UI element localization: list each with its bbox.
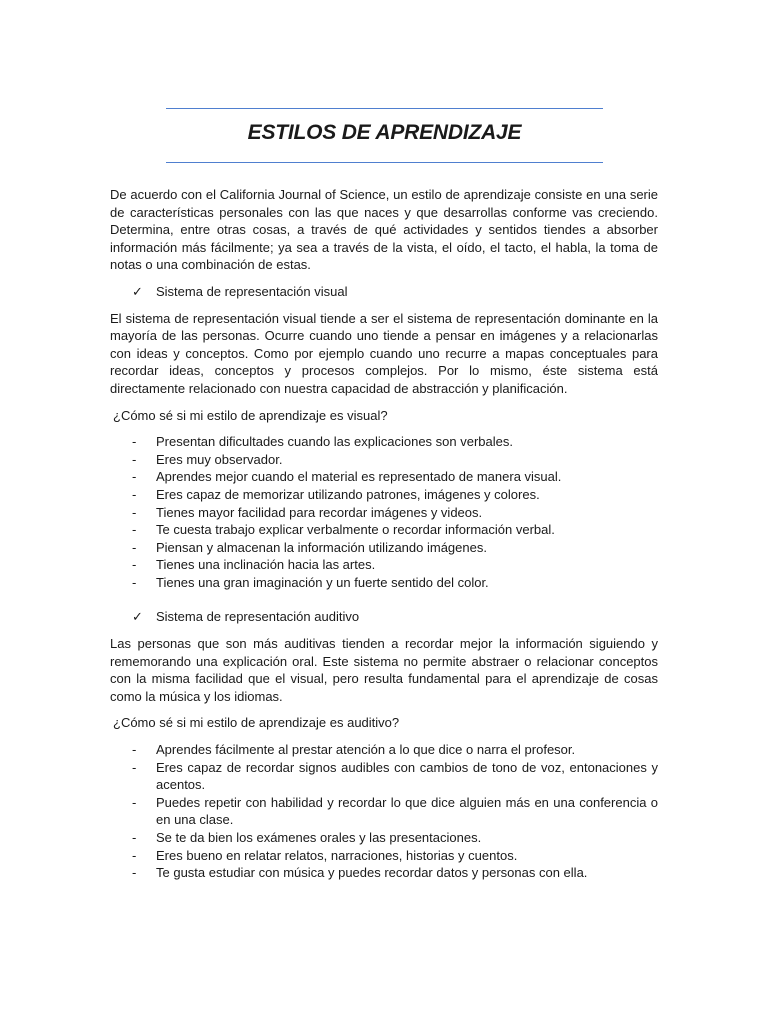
title-top-rule [166,108,603,109]
dash-bullet-icon: - [132,830,137,845]
dash-bullet-icon: - [132,486,137,502]
dash-bullet-icon: - [132,557,137,573]
dash-bullet-icon: - [132,469,137,485]
page-title: ESTILOS DE APRENDIZAJE [247,121,522,144]
list-item-text: Eres capaz de recordar signos audibles con cambios de tono de voz, entonaciones y acentos. [156,759,658,793]
checkmark-icon: ✓ [132,609,143,625]
list-item-text: Se te da bien los exámenes orales y las presentaciones. [156,830,482,845]
dash-bullet-icon: - [132,522,137,538]
list-item-text: Te cuesta trabajo explicar verbalmente o recordar información verbal. [156,522,555,538]
list-item-text: Eres muy observador. [156,451,283,467]
list-item-text: Eres capaz de memorizar utilizando patrones, imágenes y colores. [156,486,540,502]
list-item-text: Puedes repetir con habilidad y recordar lo que dice alguien más en una conferencia o en una clase. [156,794,658,828]
document-body [110,186,658,882]
list-item-text: Tienes una inclinación hacia las artes. [156,557,376,573]
visual-description: El sistema de representación visual tiende a ser el sistema de representación dominante en la mayoría de las personas. Ocurre cuando uno tiende a pensar en imágenes y a relacionarlas con ideas y conceptos. Como por ejemplo cuando uno recurre a mapas conceptuales para recordar ideas, conceptos y procesos complejos. Por lo mismo, éste sistema está directamente relacionado con nuestra capacidad de abstracción y planificación. [110,310,658,396]
dash-bullet-icon: - [132,759,137,775]
dash-bullet-icon: - [132,434,137,450]
list-item [110,468,658,486]
dash-bullet-icon: - [132,539,137,555]
title-bottom-rule [166,162,603,163]
list-item [110,504,658,522]
list-item [110,486,658,504]
checkmark-icon: ✓ [132,283,143,299]
intro-paragraph: De acuerdo con el California Journal of Science, un estilo de aprendizaje consiste en una serie de características personales con las que naces y que desarrollas conforme vas creciendo. Determina, entre otras cosas, a través de qué actividades y sentidos tiendes a absorber información más fácilmente; ya sea a través de la vista, el oído, el tacto, el habla, la toma de notas o una combinación de estas. [110,187,658,273]
list-item [110,451,658,469]
list-item [110,574,658,592]
list-item-text: Presentan dificultades cuando las explicaciones son verbales. [156,434,513,450]
list-item [110,539,658,557]
list-item [110,794,658,829]
dash-bullet-icon: - [132,574,137,590]
dash-bullet-icon: - [132,865,137,881]
list-item [110,521,658,539]
list-item-text: Aprendes fácilmente al prestar atención a lo que dice o narra el profesor. [156,742,576,758]
auditivo-list [110,741,658,882]
list-item [110,864,658,882]
list-item-text: Tienes mayor facilidad para recordar imágenes y videos. [156,504,483,520]
list-item [110,829,658,847]
dash-bullet-icon: - [132,742,137,758]
dash-bullet-icon: - [132,451,137,467]
list-item [110,741,658,759]
visual-heading [110,283,658,301]
dash-bullet-icon: - [132,504,137,520]
visual-question: ¿Cómo sé si mi estilo de aprendizaje es visual? [113,407,388,423]
dash-bullet-icon: - [132,794,137,810]
list-item [110,433,658,451]
dash-bullet-icon: - [132,847,137,863]
auditivo-description: Las personas que son más auditivas tienden a recordar mejor la información siguiendo y rememorando una explicación oral. Este sistema no permite abstraer o relacionar conceptos con la misma facilidad que el visual, pero resulta fundamental para el aprendizaje de cosas como la música y los idiomas. [110,636,658,704]
list-item-text: Aprendes mejor cuando el material es representado de manera visual. [156,469,562,485]
auditivo-heading [110,608,658,626]
visual-list [110,433,658,591]
list-item [110,847,658,865]
list-item [110,759,658,794]
list-item-text: Te gusta estudiar con música y puedes recordar datos y personas con ella. [156,865,588,881]
list-item-text: Piensan y almacenan la información utilizando imágenes. [156,539,487,555]
auditivo-question: ¿Cómo sé si mi estilo de aprendizaje es auditivo? [113,715,400,731]
auditivo-heading-label: Sistema de representación auditivo [156,609,360,625]
list-item-text: Eres bueno en relatar relatos, narraciones, historias y cuentos. [156,847,518,863]
visual-heading-label: Sistema de representación visual [156,283,348,299]
list-item [110,556,658,574]
list-item-text: Tienes una gran imaginación y un fuerte sentido del color. [156,574,489,590]
